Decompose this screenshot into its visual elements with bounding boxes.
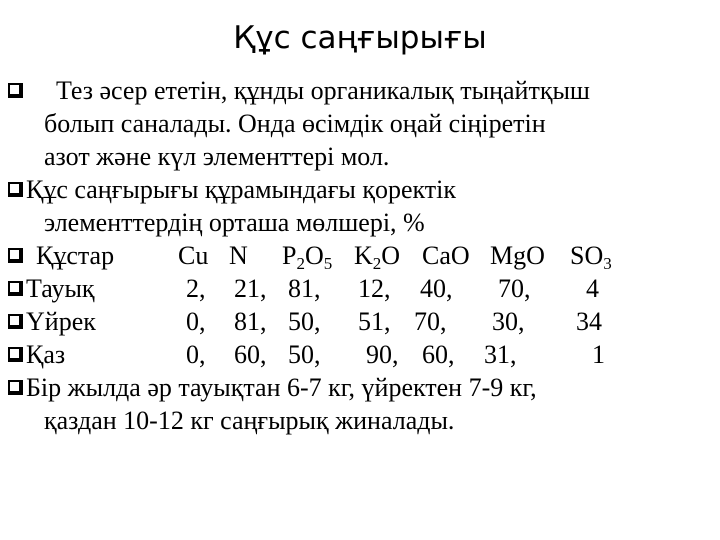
checkbox-bullet-icon: [8, 83, 23, 98]
bullet-2-text-1: Құс саңғырығы құрамындағы қоректік: [26, 175, 457, 204]
row-label: Қаз: [26, 340, 66, 369]
checkbox-bullet-icon: [8, 182, 23, 197]
table-row: [8, 272, 714, 305]
bullet-3-text-2: қаздан 10-12 кг саңғырық жиналады.: [44, 406, 455, 435]
checkbox-bullet-icon: [8, 248, 23, 263]
table-row: [8, 338, 714, 371]
cell-cu: 2,: [186, 274, 206, 303]
cell-cu: 0,: [186, 340, 206, 369]
header-mgo: MgO: [490, 241, 545, 270]
bullet-3-text-1: Бір жылда әр тауықтан 6-7 кг, үйректен 7-9 кг,: [26, 373, 537, 402]
bullet-1-line-2: [8, 107, 714, 140]
cell-mgo: 31,: [484, 340, 517, 369]
header-cao: CaO: [422, 241, 470, 270]
bullet-3-line-2: [8, 404, 714, 437]
header-p2o5: $P_2O_5$: [282, 241, 333, 273]
checkbox-bullet-icon: [8, 347, 23, 362]
bullet-1-line-1: [8, 74, 714, 107]
bullet-1-text-2: болып саналады. Онда өсімдік оңай сіңіретін: [44, 109, 546, 138]
checkbox-bullet-icon: [8, 314, 23, 329]
cell-k2o: 51,: [358, 307, 391, 336]
bullet-1-text-3: азот және күл элементтері мол.: [44, 142, 390, 171]
header-so3: $SO_3$: [570, 241, 612, 273]
header-cu: Cu: [178, 241, 209, 270]
cell-so3: 4: [586, 274, 599, 303]
cell-p2o5: 50,: [288, 307, 321, 336]
cell-k2o: 90,: [366, 340, 399, 369]
cell-p2o5: 50,: [288, 340, 321, 369]
row-label: Үйрек: [26, 307, 96, 336]
bullet-2-text-2: элементтердің орташа мөлшері, %: [44, 208, 425, 237]
cell-cao: 40,: [420, 274, 453, 303]
row-label: Тауық: [26, 274, 95, 303]
bullet-1-text-1: Тез әсер ететін, құнды органикалық тыңайтқыш: [56, 76, 590, 105]
bullet-2-line-1: [8, 173, 714, 206]
cell-k2o: 12,: [358, 274, 391, 303]
cell-mgo: 70,: [498, 274, 531, 303]
slide-content: [8, 74, 714, 437]
slide-title: Құс саңғырығы: [233, 20, 487, 56]
header-k2o: $K_2O$: [354, 241, 401, 273]
cell-so3: 1: [592, 340, 605, 369]
cell-p2o5: 81,: [288, 274, 321, 303]
cell-cao: 60,: [422, 340, 455, 369]
table-row: [8, 305, 714, 338]
checkbox-bullet-icon: [8, 380, 23, 395]
checkbox-bullet-icon: [8, 281, 23, 296]
cell-cao: 70,: [414, 307, 447, 336]
header-label: Құстар: [36, 241, 115, 270]
cell-so3: 34: [576, 307, 602, 336]
bullet-2-line-2: [8, 206, 714, 239]
cell-n: 81,: [234, 307, 267, 336]
header-n: N: [229, 241, 248, 270]
cell-cu: 0,: [186, 307, 206, 336]
bullet-3-line-1: [8, 371, 714, 404]
bullet-1-line-3: [8, 140, 714, 173]
cell-n: 21,: [234, 274, 267, 303]
cell-n: 60,: [234, 340, 267, 369]
table-header-row: [8, 239, 714, 272]
cell-mgo: 30,: [492, 307, 525, 336]
